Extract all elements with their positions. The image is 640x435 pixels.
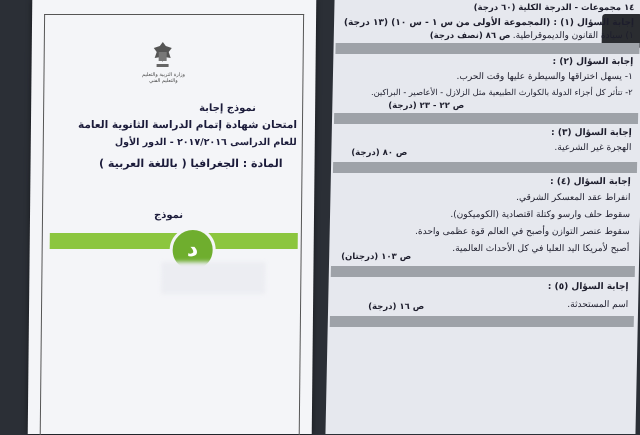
q5-reference: ص ١٦ (درجة) (368, 302, 425, 312)
model-label: نموذج (153, 210, 184, 221)
q2-answer-1: ١- يسهل اختراقها والسيطرة عليها وقت الحرب. (456, 72, 634, 82)
exam-year: للعام الدراسى ٢٠١٧/٢٠١٦ - الدور الأول (114, 137, 297, 148)
separator-bar (330, 316, 634, 327)
model-letter-badge: د (169, 227, 215, 273)
q4-answer-3: سقوط عنصر التوازن وأصبح في العالم قوة عظمى واحدة. (414, 227, 630, 237)
separator-bar (333, 162, 637, 173)
q1-title: إجابة السؤال (١) : (المجموعة الأولى من س ١ - س ١٠) (١٣ درجة) (343, 18, 635, 28)
cover-page (28, 0, 317, 434)
answer-model-title: نموذج إجابة (199, 103, 256, 114)
answer-page (325, 0, 640, 434)
separator-bar (331, 266, 635, 277)
q2-title: إجابة السؤال (٢) : (552, 57, 634, 67)
separator-bar (335, 43, 639, 54)
exam-title: امتحان شهادة إتمام الدراسة الثانوية العامة (77, 119, 298, 131)
q1-answer: ١) سيادة القانون والديموقراطية. (512, 31, 634, 41)
q3-title: إجابة السؤال (٣) : (550, 128, 632, 138)
q2-reference: ص ٢٢ - ٢٣ (درجة) (388, 101, 465, 111)
q3-reference: ص ٨٠ (درجة) (351, 148, 408, 158)
q4-answer-1: انفراط عقد المعسكر الشرقي. (516, 193, 631, 203)
blurred-area (161, 262, 265, 294)
separator-bar (334, 113, 638, 124)
ministry-label: وزارة التربية والتعليم والتعليم الفني (141, 72, 185, 84)
q4-reference: ص ١٠٣ (درجتان) (341, 252, 412, 262)
q1-reference: ص ٨٦ (نصف درجة) (429, 31, 511, 41)
q3-answer: الهجرة غير الشرعية. (554, 143, 632, 153)
q4-answer-2: سقوط حلف وارسو وكتلة اقتصادية (الكوميكون). (450, 210, 631, 220)
q2-answer-2: ٢- تتأثر كل أجزاء الدولة بالكوارث الطبيعية مثل الزلازل - الأعاصير - البراكين. (370, 87, 633, 97)
q4-title: إجابة السؤال (٤) : (549, 177, 631, 187)
exam-subject: المادة : الجغرافيا ( باللغة العربية ) (99, 157, 283, 170)
q5-answer: اسم المستحدثة. (567, 300, 629, 310)
q5-title: إجابة السؤال (٥) : (547, 282, 629, 292)
q4-answer-4: أصبح لأمريكا اليد العليا في كل الأحداث العالمية. (452, 244, 630, 254)
eagle-emblem-icon (152, 40, 174, 70)
answers-header: ١٤ مجموعات - الدرجة الكلية (٦٠ درجة) (473, 3, 635, 13)
